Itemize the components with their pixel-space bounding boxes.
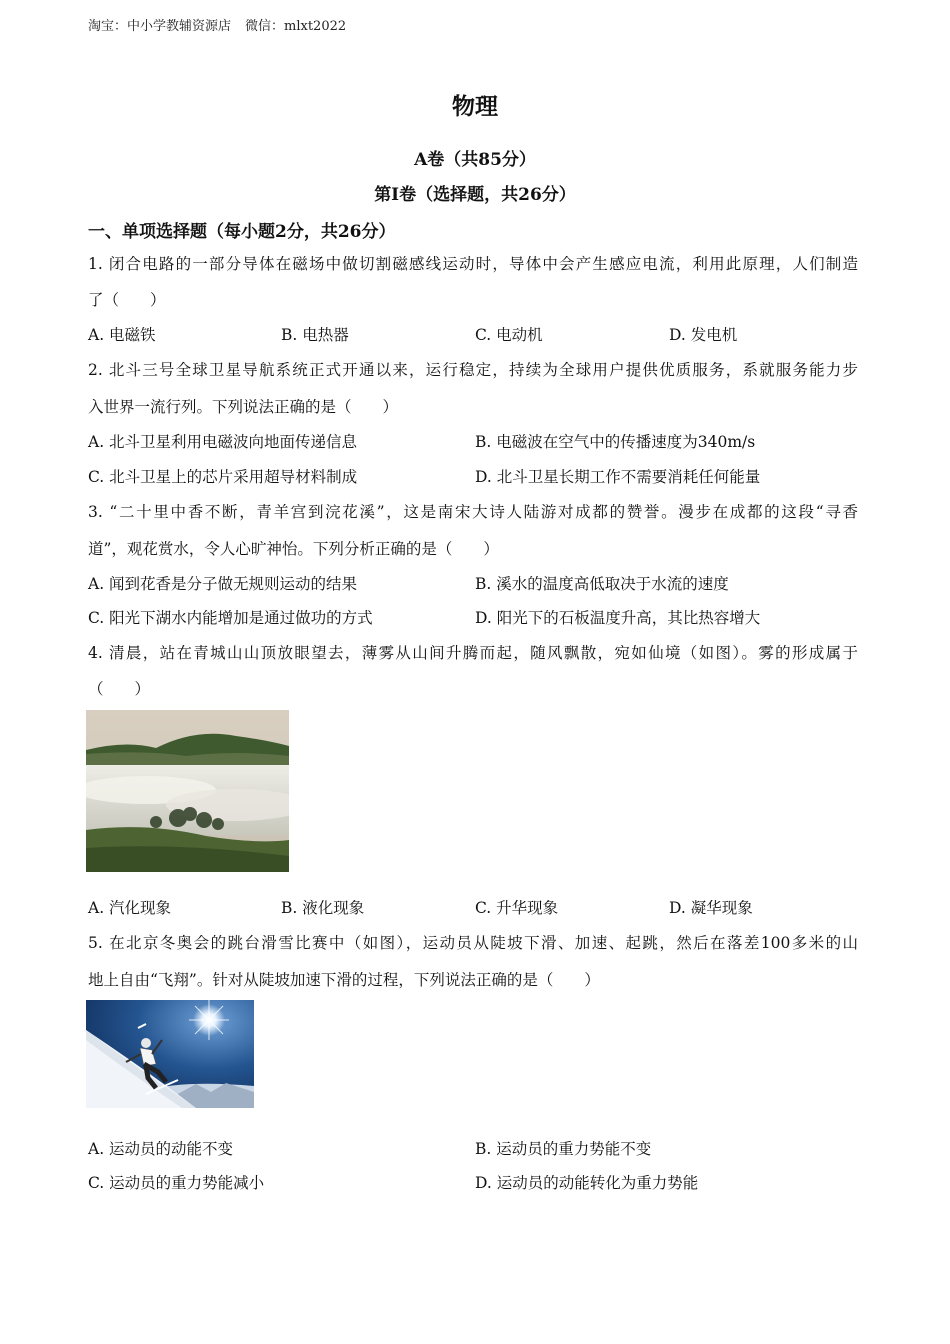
paper-part-title: A卷（共85分）: [414, 150, 536, 170]
question-5-option-a: A. 运动员的动能不变: [88, 1140, 234, 1158]
question-1-option-b: B. 电热器: [281, 326, 349, 344]
question-1-line-1: 1. 闭合电路的一部分导体在磁场中做切割磁感线运动时，导体中会产生感应电流，利用此原理，人们制造: [88, 255, 858, 273]
question-2-line-2: 入世界一流行列。下列说法正确的是（ ）: [88, 398, 399, 416]
question-3-option-a: A. 闻到花香是分子做无规则运动的结果: [88, 575, 358, 593]
question-4-option-d: D. 凝华现象: [669, 899, 753, 917]
question-3-option-c: C. 阳光下湖水内能增加是通过做功的方式: [88, 609, 373, 627]
volume-title: 第Ⅰ卷（选择题，共26分）: [374, 185, 576, 205]
question-1-option-c: C. 电动机: [475, 326, 543, 344]
question-3-line-1: 3. “二十里中香不断，青羊宫到浣花溪”，这是南宋大诗人陆游对成都的赞誉。漫步在成都的这段“寻香: [88, 503, 858, 521]
question-5-option-c: C. 运动员的重力势能减小: [88, 1174, 265, 1192]
question-4-line-1: 4. 清晨，站在青城山山顶放眼望去，薄雾从山间升腾而起，随风飘散，宛如仙境（如图）。雾的形成属于: [88, 644, 858, 662]
question-2-option-c: C. 北斗卫星上的芯片采用超导材料制成: [88, 468, 358, 486]
question-2-option-a: A. 北斗卫星利用电磁波向地面传递信息: [88, 433, 358, 451]
question-5-line-1: 5. 在北京冬奥会的跳台滑雪比赛中（如图），运动员从陡坡下滑、加速、起跳，然后在落差100多米的山: [88, 934, 858, 952]
section-heading: 一、单项选择题（每小题2分，共26分）: [88, 222, 396, 242]
question-4-option-a: A. 汽化现象: [88, 899, 172, 917]
shop-label: 淘宝：中小学教辅资源店: [88, 19, 232, 34]
question-2-option-b: B. 电磁波在空气中的传播速度为340m/s: [475, 433, 756, 451]
question-5-line-2: 地上自由“飞翔”。针对从陡坡加速下滑的过程，下列说法正确的是（ ）: [88, 971, 600, 989]
question-5-option-d: D. 运动员的动能转化为重力势能: [475, 1174, 699, 1192]
question-1-line-2: 了（ ）: [88, 291, 166, 309]
question-2-option-d: D. 北斗卫星长期工作不需要消耗任何能量: [475, 468, 761, 486]
question-1-option-a: A. 电磁铁: [88, 326, 156, 344]
page-header: [88, 15, 346, 34]
wechat-label: 微信：mlxt2022: [245, 19, 347, 34]
question-4-option-c: C. 升华现象: [475, 899, 559, 917]
question-5-option-b: B. 运动员的重力势能不变: [475, 1140, 652, 1158]
question-2-line-1: 2. 北斗三号全球卫星导航系统正式开通以来，运行稳定，持续为全球用户提供优质服务，系就服务能力步: [88, 361, 858, 379]
question-3-option-d: D. 阳光下的石板温度升高，其比热容增大: [475, 609, 761, 627]
page-title: 物理: [452, 93, 498, 120]
question-3-line-2: 道”，观花赏水，令人心旷神怡。下列分析正确的是（ ）: [88, 540, 499, 558]
question-3-option-b: B. 溪水的温度高低取决于水流的速度: [475, 575, 729, 593]
question-1-option-d: D. 发电机: [669, 326, 738, 344]
question-4-option-b: B. 液化现象: [281, 899, 365, 917]
ski-jump-image: [86, 1000, 254, 1108]
fog-mountain-image: [86, 710, 289, 872]
question-4-line-2: （ ）: [88, 680, 151, 698]
